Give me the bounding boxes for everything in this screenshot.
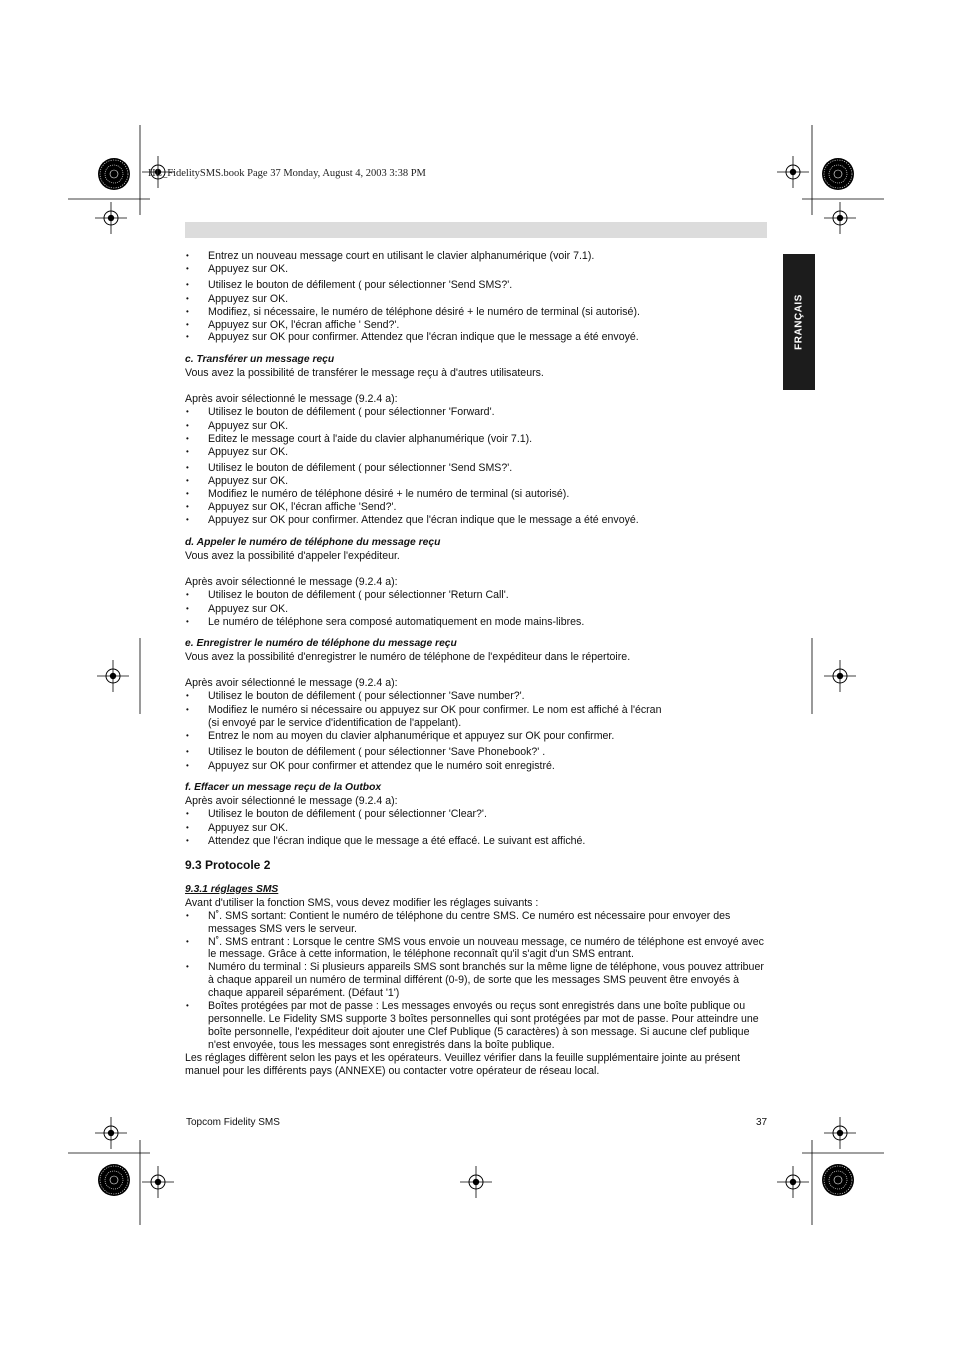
language-tab — [783, 254, 815, 390]
list-item: • Le numéro de téléphone sera composé automatiquement en mode mains-libres. — [185, 616, 767, 629]
list-item: • Appuyez sur OK. — [185, 446, 767, 459]
page-content — [185, 250, 767, 1078]
list-item: • Appuyez sur OK. — [185, 263, 767, 276]
section-desc: Vous avez la possibilité d'enregistrer le numéro de téléphone de l'expéditeur dans le répertoire. — [185, 651, 631, 664]
scroll-button-icon: ( — [358, 279, 362, 291]
scroll-button-icon: ( — [358, 746, 362, 758]
list-item: • Modifiez le numéro de téléphone désiré + le numéro de terminal (si autorisé). — [185, 488, 767, 501]
list-item: • Modifiez le numéro si nécessaire ou appuyez sur OK pour confirmer. Le nom est affiché à l'écran (si envoyé par le service d'identification de l'appelant). — [185, 704, 767, 730]
language-tab-label: FRANÇAIS — [793, 294, 805, 350]
list-item: • Utilisez le bouton de défilement ( pour sélectionner 'Save number?'. — [185, 690, 767, 704]
list-item: • Appuyez sur OK. — [185, 420, 767, 433]
after-select-text: Après avoir sélectionné le message (9.2.4 a): — [185, 575, 398, 588]
list-item: • Utilisez le bouton de défilement ( pour sélectionner 'Send SMS?'. — [185, 279, 767, 293]
page-number: 37 — [756, 1117, 768, 1128]
after-select-text: Après avoir sélectionné le message (9.2.4 a): — [185, 393, 398, 406]
list-item: • N˚. SMS entrant : Lorsque le centre SMS vous envoie un nouveau message, ce numéro de téléphone est envoyé avec le message. Grâce à cette information, le téléphone reconnaît qu'il s'agit d'un SMS entrant. — [185, 936, 767, 962]
list-item: • Entrez le nom au moyen du clavier alphanumérique et appuyez sur OK pour confirmer. — [185, 730, 767, 743]
after-select-text: Après avoir sélectionné le message (9.2.4 a): — [185, 677, 398, 690]
section-intro: Avant d'utiliser la fonction SMS, vous devez modifier les réglages suivants : — [185, 896, 539, 909]
after-select-text: Après avoir sélectionné le message (9.2.4 a): — [185, 795, 398, 808]
list-item: • Appuyez sur OK, l'écran affiche ' Send?'. — [185, 319, 767, 332]
list-item: • Appuyez sur OK. — [185, 822, 767, 835]
list-item: • Entrez un nouveau message court en utilisant le clavier alphanumérique (voir 7.1). — [185, 250, 767, 263]
scroll-button-icon: ( — [358, 462, 362, 474]
list-item: • N˚. SMS sortant: Contient le numéro de téléphone du centre SMS. Ce numéro est nécessaire pour envoyer des messages SMS vers le serveur. — [185, 910, 767, 936]
scroll-button-icon: ( — [358, 809, 362, 821]
list-item: • Appuyez sur OK pour confirmer. Attendez que l'écran indique que le message a été envoyé. — [185, 514, 767, 527]
section-heading-e: e. Enregistrer le numéro de téléphone du message reçu — [185, 638, 457, 650]
section-heading-9-3: 9.3 Protocole 2 — [185, 858, 271, 873]
list-item: • Appuyez sur OK. — [185, 603, 767, 616]
list-item: • Appuyez sur OK, l'écran affiche 'Send?'. — [185, 501, 767, 514]
list-item: • Modifiez, si nécessaire, le numéro de téléphone désiré + le numéro de terminal (si autorisé). — [185, 306, 767, 319]
subsection-heading-9-3-1: 9.3.1 réglages SMS — [185, 883, 279, 895]
list-item: • Utilisez le bouton de défilement ( pour sélectionner 'Forward'. — [185, 406, 767, 420]
header-band — [185, 222, 767, 238]
section-heading-d: d. Appeler le numéro de téléphone du message reçu — [185, 537, 441, 549]
section-heading-c: c. Transférer un message reçu — [185, 354, 335, 366]
list-item: • Editez le message court à l'aide du clavier alphanumérique (voir 7.1). — [185, 433, 767, 446]
scroll-button-icon: ( — [358, 406, 362, 418]
section-desc: Vous avez la possibilité de transférer le message reçu à d'autres utilisateurs. — [185, 367, 544, 380]
list-item: • Utilisez le bouton de défilement ( pour sélectionner 'Save Phonebook?' . — [185, 746, 767, 760]
list-item: • Appuyez sur OK pour confirmer. Attendez que l'écran indique que le message a été envoyé. — [185, 331, 767, 344]
list-item: • Boîtes protégées par mot de passe : Les messages envoyés ou reçus sont enregistrés dans une boîte publique ou personnelle. Le Fidelity SMS supporte 3 boîtes personnelles qui sont protégées par mot de passe. Pour atteindre une boîte personnelle, l'expéditeur doit ajouter une Clef Publique (5 caractères) à son message. Si aucune clef publique n'est envoyée, tous les messages sont enregistrés dans la boîte publique. — [185, 1000, 767, 1052]
section-desc: Vous avez la possibilité d'appeler l'expéditeur. — [185, 550, 400, 563]
closing-paragraph: Les réglages diffèrent selon les pays et les opérateurs. Veuillez vérifier dans la feuille supplémentaire jointe au présent manuel pour les différents pays (ANNEXE) ou contacter votre opérateur de réseau local. — [185, 1051, 741, 1077]
list-item: • Attendez que l'écran indique que le message a été effacé. Le suivant est affiché. — [185, 835, 767, 848]
list-item: • Utilisez le bouton de défilement ( pour sélectionner 'Send SMS?'. — [185, 462, 767, 476]
list-item: • Numéro du terminal : Si plusieurs appareils SMS sont branchés sur la même ligne de téléphone, vous pouvez attribuer à chaque appareil un numéro de terminal différent (0-9), de sorte que les messages SMS peuvent être envoyés à chaque appareil séparément. (Défaut '1') — [185, 961, 767, 1000]
list-item: • Appuyez sur OK pour confirmer et attendez que le numéro soit enregistré. — [185, 760, 767, 773]
scroll-button-icon: ( — [358, 691, 362, 703]
print-header-line: HL_FidelitySMS.book Page 37 Monday, August 4, 2003 3:38 PM — [148, 168, 426, 179]
list-item: • Appuyez sur OK. — [185, 293, 767, 306]
footer-title: Topcom Fidelity SMS — [186, 1117, 280, 1128]
list-item: • Utilisez le bouton de défilement ( pour sélectionner 'Clear?'. — [185, 808, 767, 822]
section-heading-f: f. Effacer un message reçu de la Outbox — [185, 782, 382, 794]
list-item: • Utilisez le bouton de défilement ( pour sélectionner 'Return Call'. — [185, 589, 767, 603]
list-item: • Appuyez sur OK. — [185, 475, 767, 488]
scroll-button-icon: ( — [358, 589, 362, 601]
